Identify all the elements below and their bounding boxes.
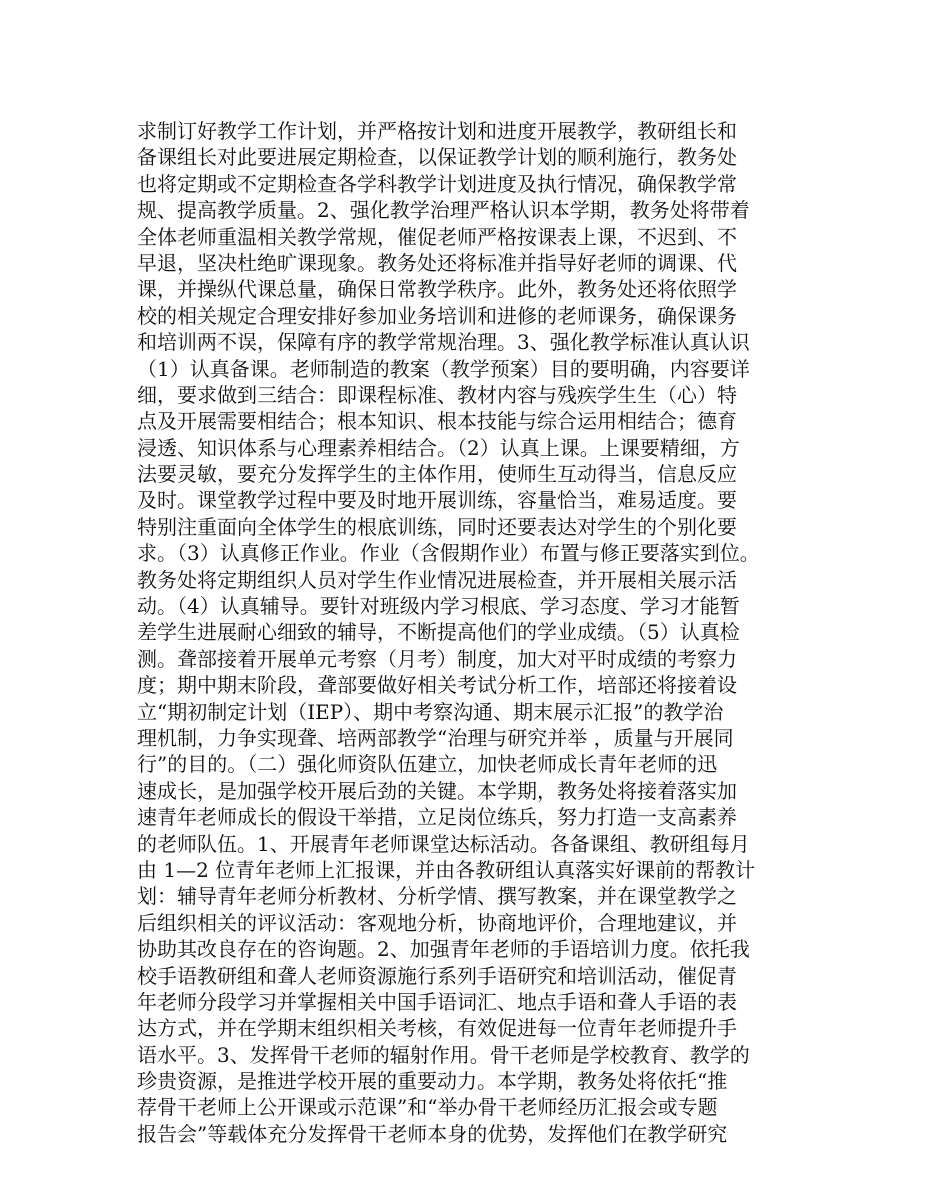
text-line: 也将定期或不定期检查各学科教学计划进度及执行情况，确保教学常 — [137, 171, 737, 196]
text-line: 和培训两不误，保障有序的教学常规治理。3、强化教学标准认真认识 — [137, 330, 750, 355]
text-line: 校的相关规定合理安排好参加业务培训和进修的老师课务，确保课务 — [137, 303, 737, 328]
text-line: 浸透、知识体系与心理素养相结合。（2）认真上课。上课要精细，方 — [137, 435, 740, 460]
text-line: 全体老师重温相关教学常规，催促老师严格按课表上课，不迟到、不 — [137, 224, 737, 249]
text-line: 法要灵敏，要充分发挥学生的主体作用，使师生互动得当，信息反应 — [137, 462, 737, 487]
text-line: 差学生进展耐心细致的辅导，不断提高他们的学业成绩。（5）认真检 — [137, 620, 740, 645]
text-line: 校手语教研组和聋人老师资源施行系列手语研究和培训活动，催促青 — [137, 963, 737, 988]
text-line: 点及开展需要相结合；根本知识、根本技能与综合运用相结合；德育 — [137, 409, 737, 434]
text-line: 珍贵资源，是推进学校开展的重要动力。本学期，教务处将依托“推 — [137, 1069, 728, 1094]
text-line: 求制订好教学工作计划，并严格按计划和进度开展教学，教研组长和 — [137, 119, 737, 143]
text-line: 语水平。3、发挥骨干老师的辐射作用。骨干老师是学校教育、教学的 — [137, 1042, 750, 1067]
text-line: 度；期中期末阶段，聋部要做好相关考试分析工作，培部还将接着设 — [137, 673, 737, 698]
text-line: 行”的目的。（二）强化师资队伍建立，加快老师成长青年老师的迅 — [137, 752, 718, 777]
text-line: 备课组长对此要进展定期检查，以保证教学计划的顺利施行，教务处 — [137, 145, 737, 170]
text-line: 求。（3）认真修正作业。作业（含假期作业）布置与修正要落实到位。 — [137, 541, 760, 566]
text-line: 细，要求做到三结合：即课程标准、教材内容与残疾学生生（心）特 — [137, 382, 737, 407]
text-line: 荐骨干老师上公开课或示范课”和“举办骨干老师经历汇报会或专题 — [137, 1095, 718, 1120]
text-line: 年老师分段学习并掌握相关中国手语词汇、地点手语和聋人手语的表 — [137, 989, 737, 1014]
text-line: 测。聋部接着开展单元考察（月考）制度，加大对平时成绩的考察力 — [137, 646, 737, 671]
text-line: 划：辅导青年老师分析教材、分析学情、撰写教案，并在课堂教学之 — [137, 884, 737, 909]
text-line: 课，并操纵代课总量，确保日常教学秩序。此外，教务处还将依照学 — [137, 277, 737, 302]
text-line: 特别注重面向全体学生的根底训练，同时还要表达对学生的个别化要 — [137, 514, 737, 539]
text-line: 的老师队伍。1、开展青年老师课堂达标活动。各备课组、教研组每月 — [137, 831, 750, 856]
text-line: 报告会”等载体充分发挥骨干老师本身的优势，发挥他们在教学研究 — [137, 1121, 728, 1146]
text-line: 教务处将定期组织人员对学生作业情况进展检查，并开展相关展示活 — [137, 567, 737, 592]
text-line: 速青年老师成长的假设干举措，立足岗位练兵，努力打造一支高素养 — [137, 805, 737, 830]
text-line: 达方式，并在学期末组织相关考核，有效促进每一位青年老师提升手 — [137, 1016, 737, 1041]
text-line: 及时。课堂教学过程中要及时地开展训练，容量恰当，难易适度。要 — [137, 488, 737, 513]
text-line: 速成长，是加强学校开展后劲的关键。本学期，教务处将接着落实加 — [137, 778, 737, 803]
text-line: 由 1—2 位青年老师上汇报课，并由各教研组认真落实好课前的帮教计 — [137, 857, 756, 882]
text-line: （1）认真备课。老师制造的教案（教学预案）目的要明确，内容要详 — [137, 356, 750, 381]
text-line: 动。（4）认真辅导。要针对班级内学习根底、学习态度、学习才能暂 — [137, 594, 740, 619]
text-line: 后组织相关的评议活动：客观地分析，协商地评价，合理地建议，并 — [137, 910, 737, 935]
text-line: 协助其改良存在的咨询题。2、加强青年老师的手语培训力度。依托我 — [137, 937, 750, 962]
text-line: 理机制，力争实现聋、培两部教学“治理与研究并举 ，质量与开展同 — [137, 725, 734, 750]
text-line: 立“期初制定计划（IEP）、期中考察沟通、期末展示汇报”的教学治 — [137, 699, 724, 724]
text-line: 早退，坚决杜绝旷课现象。教务处还将标准并指导好老师的调课、代 — [137, 250, 737, 275]
body-text — [137, 118, 827, 1147]
text-line: 规、提高教学质量。2、强化教学治理严格认识本学期，教务处将带着 — [137, 198, 750, 223]
